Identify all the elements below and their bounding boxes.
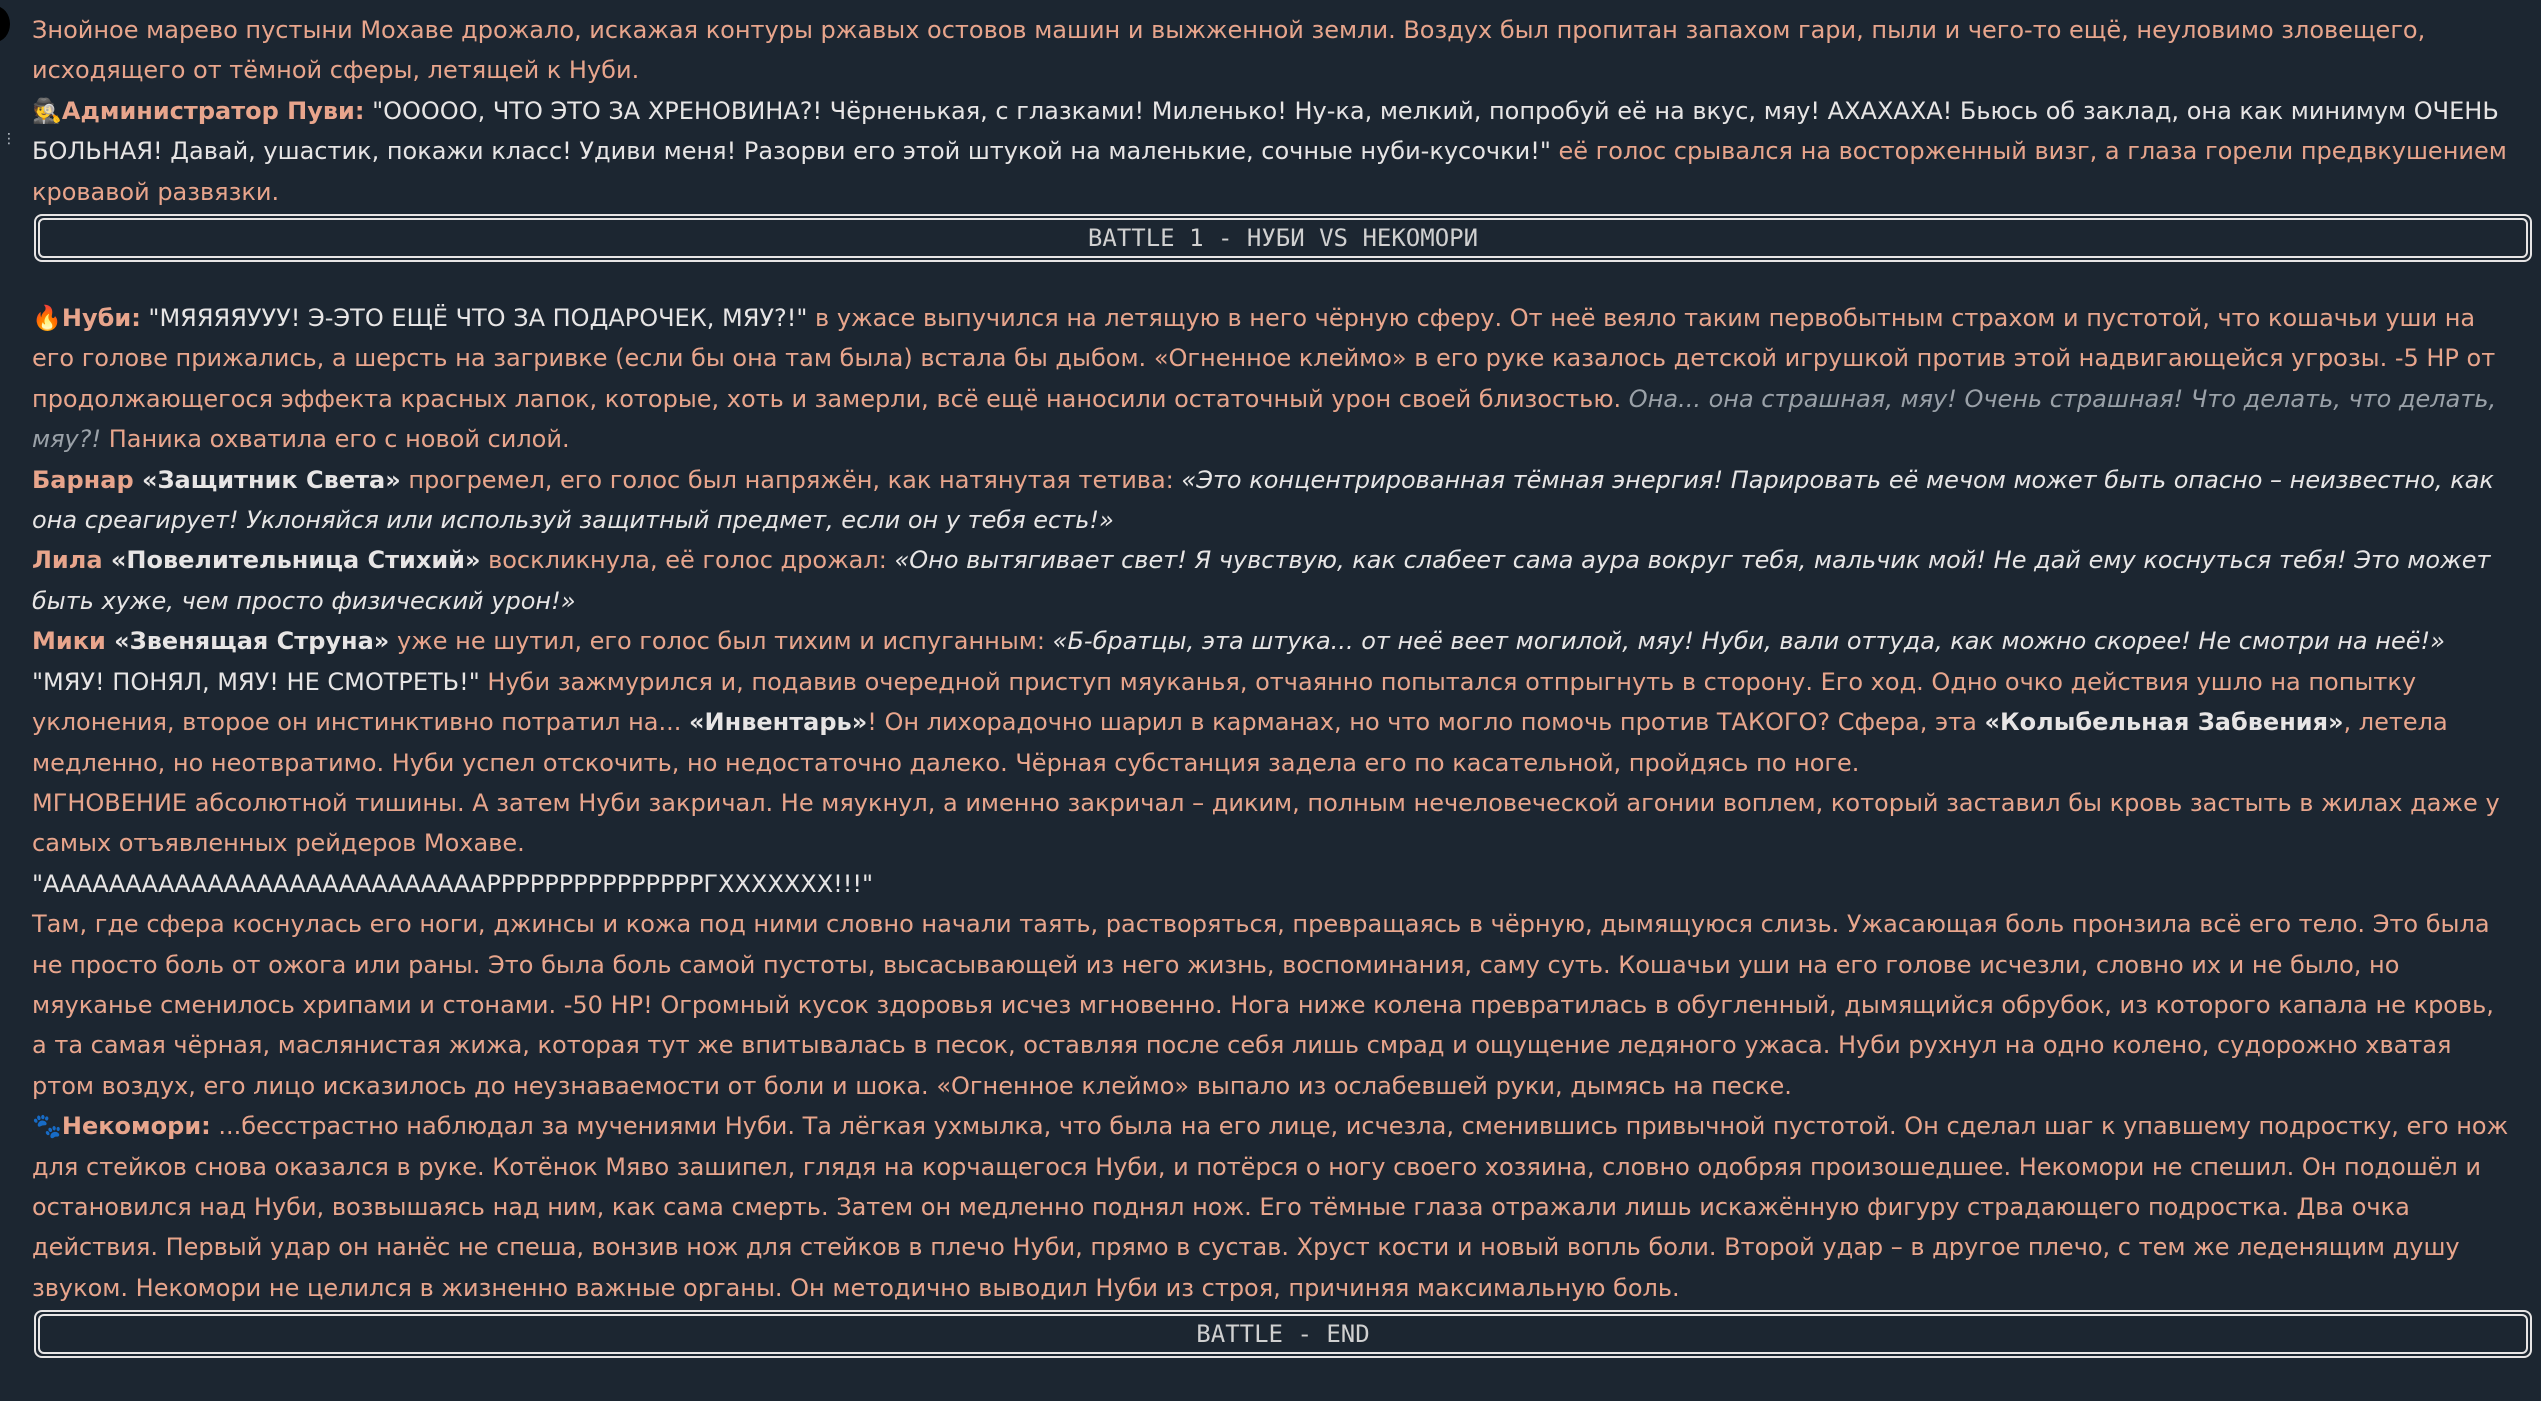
nubi-message	[32, 298, 2510, 460]
narration: уже не шутил, его голос был тихим и испуганным:	[389, 627, 1053, 656]
narration: прогремел, его голос был напряжён, как натянутая тетива:	[400, 465, 1182, 494]
battle-end-banner: BATTLE - END	[34, 1310, 2532, 1358]
speech: «Это концентрированная тёмная энергия! Парировать её мечом может быть опасно – неизвестно, как она среагирует! Уклоняйся или используй защитный предмет, если он у тебя есть!»	[32, 465, 2494, 535]
speaker-name: Лила	[32, 546, 103, 575]
speaker-title: «Звенящая Струна»	[105, 627, 390, 656]
speaker-name: Администратор Пуви:	[61, 96, 365, 125]
nekomori-message	[32, 1106, 2510, 1308]
narration-paragraph: Знойное марево пустыни Мохаве дрожало, искажая контуры ржавых остовов машин и выжженной земли. Воздух был пропитан запахом гари, пыли и чего-то ещё, неуловимо зловещего, исходящего от тёмной сферы, летящей к Нуби.	[32, 16, 2426, 85]
lila-message	[32, 540, 2510, 621]
chat-message	[32, 10, 2510, 1358]
spacer	[32, 262, 2510, 298]
speaker-name: Нуби:	[61, 304, 141, 333]
speech: «Б-братцы, эта штука... от неё веет могилой, мяу! Нуби, вали оттуда, как можно скорее! Не смотри на неё!»	[1052, 627, 2445, 656]
item-name: «Колыбельная Забвения»	[1984, 708, 2344, 737]
speech: "ООООО, ЧТО ЭТО ЗА ХРЕНОВИНА?! Чёрненькая, с глазками! Миленько! Ну-ка, мелкий, попробуй её на вкус, мяу! АХАХАХА! Бьюсь об заклад, она как минимум ОЧЕНЬ БОЛЬНАЯ! Давай, ушастик, покажи класс! Удиви меня! Разорви его этой штукой на маленькие, сочные нуби-кусочки!"	[32, 96, 2499, 166]
narration: Паника охватила его с новой силой.	[101, 425, 570, 454]
speaker-title: «Повелительница Стихий»	[102, 546, 481, 575]
battle-start-banner: BATTLE 1 - НУБИ VS НЕКОМОРИ	[34, 214, 2532, 262]
speaker-name: Мики	[32, 627, 106, 656]
speech: "МЯЯЯЯУУУ! Э-ЭТО ЕЩЁ ЧТО ЗА ПОДАРОЧЕК, МЯУ?!"	[140, 304, 808, 333]
narration-paragraph: Там, где сфера коснулась его ноги, джинсы и кожа под ними словно начали таять, растворяться, превращаясь в чёрную, дымящуюся слизь. Ужасающая боль пронзила всё его тело. Это была не просто боль от ожога или раны. Это была боль самой пустоты, высасывающей из него жизнь, воспоминания, саму суть. Кошачьи уши на его голове исчезли, словно их и не было, но мяуканье сменилось хрипами и стонами. -50 HP! Огромный кусок здоровья исчез мгновенно. Нога ниже колена превратилась в обугленный, дымящийся обрубок, из которого капала не кровь, а та самая чёрная, маслянистая жижа, которая тут же впитывалась в песок, оставляя после себя лишь смрад и ощущение ледяного ужаса. Нуби рухнул на одно колено, судорожно хватая ртом воздух, его лицо исказилось до неузнаваемости от боли и шока. «Огненное клеймо» выпало из ослабевшей руки, дымясь на песке.	[32, 910, 2494, 1100]
narration: ...бесстрастно наблюдал за мучениями Нуби. Та лёгкая ухмылка, что была на его лице, исчезла, сменившись привычной пустотой. Он сделал шаг к упавшему подростку, его нож для стейков снова оказался в руке. Котёнок Мяво зашипел, глядя на корчащегося Нуби, и потёрся о ногу своего хозяина, словно одобряя произошедшее. Некомори не спешил. Он подошёл и остановился над Нуби, возвышаясь над ним, как сама смерть. Затем он медленно поднял нож. Его тёмные глаза отражали лишь искажённую фигуру страдающего подростка. Два очка действия. Первый удар он нанёс не спеша, вонзив нож для стейков в плечо Нуби, прямо в сустав. Хруст кости и новый вопль боли. Второй удар – в другое плечо, с тем же леденящим душу звуком. Некомори не целился в жизненно важные органы. Он методично выводил Нуби из строя, причиняя максимальную боль.	[32, 1112, 2509, 1302]
speaker-title: «Защитник Света»	[133, 465, 401, 494]
admin-puvi-message	[32, 91, 2510, 212]
miki-message	[32, 621, 2510, 661]
paw-icon: 🐾	[32, 1112, 62, 1141]
avatar	[0, 6, 10, 42]
speech: "МЯУ! ПОНЯЛ, МЯУ! НЕ СМОТРЕТЬ!"	[32, 667, 480, 696]
narration: , летела медленно, но неотвратимо. Нуби успел отскочить, но недостаточно далеко. Чёрная субстанция задела его по касательной, пройдясь по ноге.	[32, 708, 2448, 777]
narration: воскликнула, её голос дрожал:	[480, 546, 895, 575]
inventory-label: «Инвентарь»	[689, 708, 868, 737]
narration: Нуби зажмурился и, подавив очередной приступ мяуканья, отчаянно попытался отпрыгнуть в сторону. Его ход. Одно очко действия ушло на попытку уклонения, второе он инстинктивно потратил на...	[32, 667, 2417, 737]
fire-icon: 🔥	[32, 304, 62, 333]
speaker-name: Некомори:	[61, 1112, 211, 1141]
edge-marker-icon: ⋮	[2, 131, 16, 147]
nubi-dodge-paragraph	[32, 662, 2510, 783]
thought: Она... она страшная, мяу! Очень страшная! Что делать, что делать, мяу?!	[32, 384, 2497, 454]
barnar-message	[32, 460, 2510, 541]
speech: «Оно вытягивает свет! Я чувствую, как слабеет сама аура вокруг тебя, мальчик мой! Не дай ему коснуться тебя! Это может быть хуже, чем просто физический урон!»	[32, 546, 2491, 615]
narration: в ужасе выпучился на летящую в него чёрную сферу. От неё веяло таким первобытным страхом и пустотой, что кошачьи уши на его голове прижались, а шерсть на загривке (если бы она там была) встала бы дыбом. «Огненное клеймо» в его руке казалось детской игрушкой против этой надвигающейся угрозы. -5 HP от продолжающегося эффекта красных лапок, которые, хоть и замерли, всё ещё наносили остаточный урон своей близостью.	[32, 304, 2496, 413]
narration-paragraph: МГНОВЕНИЕ абсолютной тишины. А затем Нуби закричал. Не мяукнул, а именно закричал – диким, полным нечеловеческой агонии воплем, который заставил бы кровь застыть в жилах даже у самых отъявленных рейдеров Мохаве.	[32, 788, 2500, 858]
narration: ! Он лихорадочно шарил в карманах, но что могло помочь против ТАКОГО? Сфера, эта	[867, 708, 1985, 737]
scream-line: "АААААААААААААААААААААААААААРРРРРРРРРРРРРРРГХХХХХХХ!!!"	[32, 869, 874, 898]
speaker-name: Барнар	[32, 465, 134, 494]
narration: её голос срывался на восторженный визг, а глаза горели предвкушением кровавой развязки.	[32, 137, 2507, 206]
detective-icon: 🕵	[32, 96, 62, 125]
